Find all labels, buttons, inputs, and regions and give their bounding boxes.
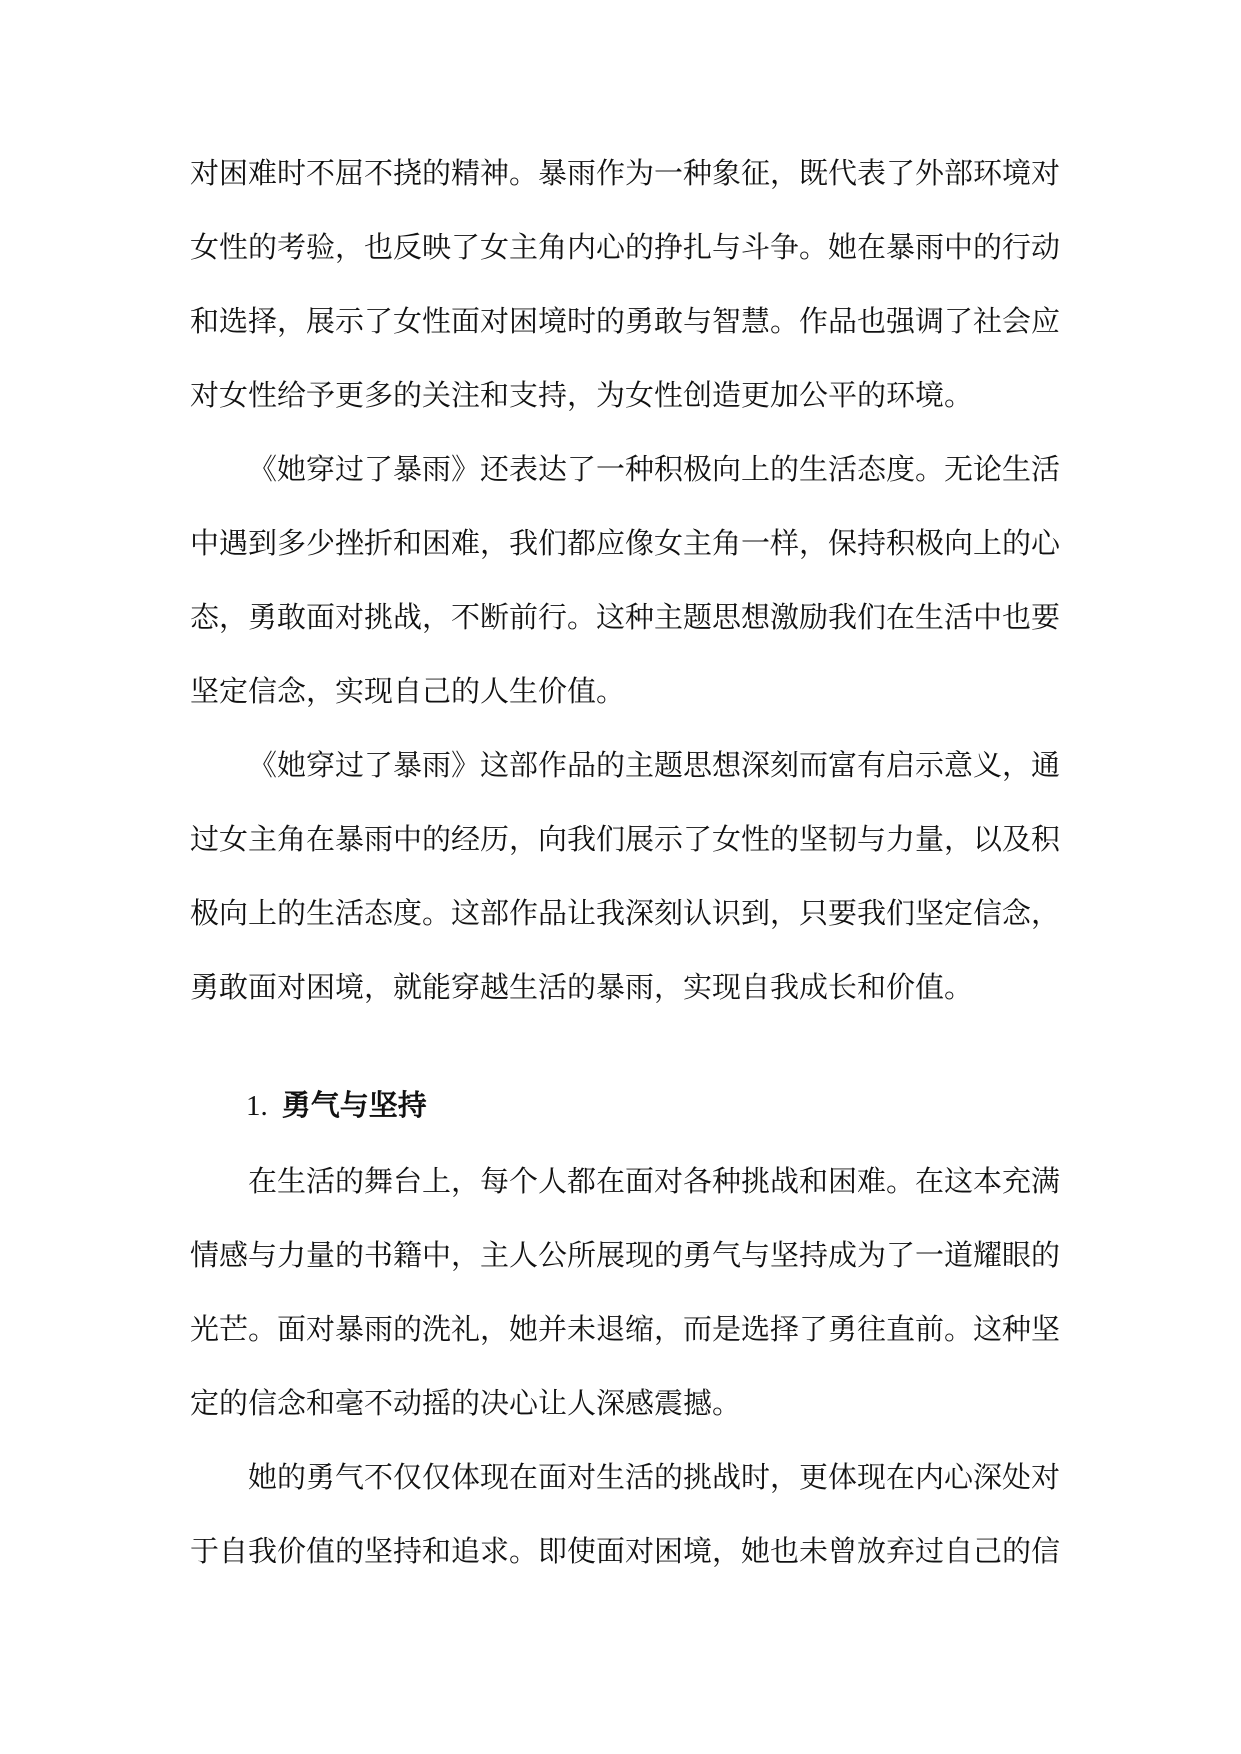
paragraph-5 (190, 1440, 1070, 1588)
text-line: 光芒。面对暴雨的洗礼，她并未退缩，而是选择了勇往直前。这种坚 (190, 1312, 1061, 1346)
text-line: 于自我价值的坚持和追求。即使面对困境，她也未曾放弃过自己的信 (190, 1534, 1061, 1568)
text-line: 坚定信念，实现自己的人生价值。 (190, 674, 626, 708)
text-line: 对困难时不屈不挠的精神。暴雨作为一种象征，既代表了外部环境对 (190, 156, 1061, 190)
text-line: 定的信念和毫不动摇的决心让人深感震撼。 (190, 1386, 742, 1420)
section-title: 勇气与坚持 (281, 1088, 427, 1122)
section-number: 1. (246, 1090, 268, 1122)
text-line: 勇敢面对困境，就能穿越生活的暴雨，实现自我成长和价值。 (190, 970, 974, 1004)
text-line: 过女主角在暴雨中的经历，向我们展示了女性的坚韧与力量，以及积 (190, 822, 1061, 856)
text-line: 中遇到多少挫折和困难，我们都应像女主角一样，保持积极向上的心 (190, 526, 1061, 560)
text-line: 《她穿过了暴雨》这部作品的主题思想深刻而富有启示意义，通 (248, 748, 1061, 782)
text-line: 极向上的生活态度。这部作品让我深刻认识到，只要我们坚定信念， (190, 896, 1061, 930)
paragraph-1 (190, 136, 1070, 432)
text-line: 态，勇敢面对挑战，不断前行。这种主题思想激励我们在生活中也要 (190, 600, 1061, 634)
section-heading (246, 1068, 427, 1142)
text-line: 《她穿过了暴雨》还表达了一种积极向上的生活态度。无论生活 (248, 452, 1061, 486)
text-line: 和选择，展示了女性面对困境时的勇敢与智慧。作品也强调了社会应 (190, 304, 1061, 338)
text-line: 女性的考验，也反映了女主角内心的挣扎与斗争。她在暴雨中的行动 (190, 230, 1061, 264)
paragraph-3 (190, 728, 1070, 1024)
text-line: 她的勇气不仅仅体现在面对生活的挑战时，更体现在内心深处对 (248, 1460, 1061, 1494)
paragraph-2 (190, 432, 1070, 728)
paragraph-4 (190, 1144, 1070, 1440)
text-line: 对女性给予更多的关注和支持，为女性创造更加公平的环境。 (190, 378, 974, 412)
text-line: 在生活的舞台上，每个人都在面对各种挑战和困难。在这本充满 (248, 1164, 1061, 1198)
text-line: 情感与力量的书籍中，主人公所展现的勇气与坚持成为了一道耀眼的 (190, 1238, 1061, 1272)
